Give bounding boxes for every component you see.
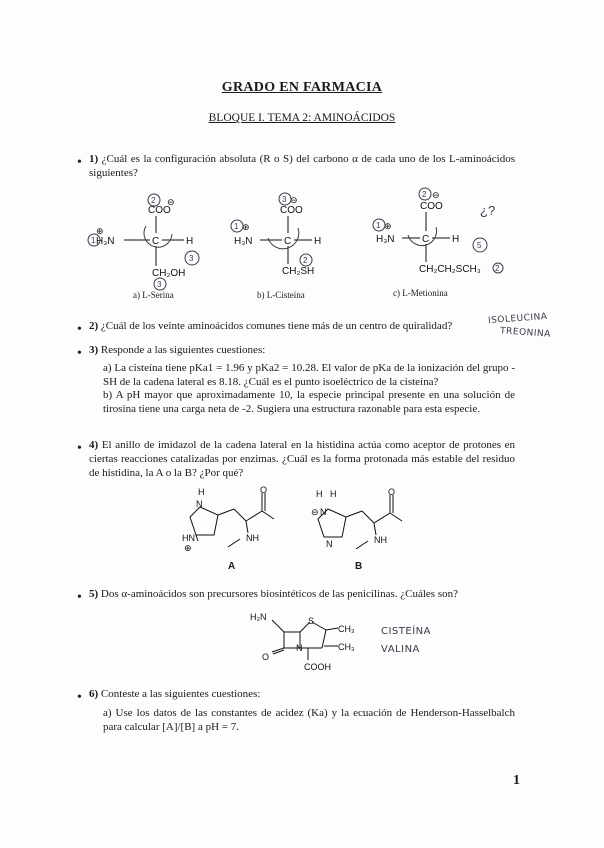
handwritten-answer-valina: VALINA: [381, 644, 420, 655]
svg-text:CH₃: CH₃: [338, 624, 355, 634]
svg-text:2: 2: [303, 256, 308, 265]
caption-cisteina: b) L-Cisteína: [257, 290, 305, 300]
svg-text:H: H: [314, 236, 322, 247]
svg-text:N: N: [326, 539, 333, 549]
question-5: [89, 587, 515, 601]
ch2oh-label: CH₂OH: [152, 268, 186, 279]
question-text: ¿Cuál es la configuración absoluta (R o S) del carbono α de cada uno de los L-aminoácidos siguientes?: [89, 153, 516, 179]
question-text: Responde a las siguientes cuestiones:: [100, 344, 266, 356]
svg-text:O: O: [388, 487, 396, 497]
svg-text:H₃N: H₃N: [376, 234, 395, 245]
bullet-icon: •: [77, 322, 82, 337]
handwritten-answer-cisteina: CISTEÍNA: [381, 626, 431, 637]
handwritten-answer-1: ISOLEUCINA: [487, 311, 548, 327]
svg-text:CH₂SH: CH₂SH: [282, 266, 315, 277]
svg-text:⊕: ⊕: [184, 543, 192, 553]
question-number: 6): [89, 688, 99, 700]
svg-text:NH: NH: [246, 533, 259, 543]
question-3-part-a: a) La cisteína tiene pKa1 = 1.96 y pKa2 = 10.28. El valor de pKa de la ionización del grupo -SH de la cadena lateral es 8.18. ¿Cuál es el punto isoeléctrico de la cisteína?: [103, 362, 515, 388]
svg-text:H: H: [316, 489, 323, 499]
page-subtitle: BLOQUE I. TEMA 2: AMINOÁCIDOS: [208, 112, 396, 124]
question-4: [89, 438, 515, 480]
question-2: [89, 319, 489, 333]
svg-text:H: H: [198, 487, 205, 497]
svg-text:COO: COO: [420, 201, 443, 212]
svg-text:NH: NH: [374, 535, 387, 545]
question-6: [89, 687, 515, 701]
svg-text:3: 3: [282, 195, 287, 204]
svg-text:H₃N: H₃N: [234, 236, 253, 247]
bullet-icon: •: [77, 441, 82, 456]
page-number: 1: [513, 773, 520, 788]
svg-text:⊖: ⊖: [432, 190, 440, 200]
svg-text:5: 5: [477, 241, 482, 250]
svg-text:N: N: [320, 507, 327, 517]
svg-text:N: N: [296, 643, 303, 653]
rank-3: 3: [189, 254, 194, 263]
question-number: 2): [89, 320, 99, 332]
h3n-label: H₃N: [96, 236, 115, 247]
svg-text:CH₃: CH₃: [338, 642, 355, 652]
coo-label: COO: [148, 205, 171, 216]
svg-text:H: H: [452, 234, 460, 245]
bullet-icon: •: [77, 590, 82, 605]
svg-text:2: 2: [495, 264, 500, 273]
caption-metionina: c) L-Metionina: [393, 288, 448, 298]
serine-structure: [88, 188, 228, 288]
svg-text:⊕: ⊕: [242, 222, 250, 232]
label-b: B: [355, 561, 363, 572]
bullet-icon: •: [77, 690, 82, 705]
svg-text:C: C: [284, 236, 292, 247]
question-number: 4): [89, 439, 99, 451]
question-number: 3): [89, 344, 99, 356]
question-3: [89, 343, 515, 357]
histidine-form-b: [308, 485, 418, 565]
page-title: GRADO EN FARMACIA: [221, 80, 383, 95]
svg-text:N: N: [196, 499, 203, 509]
question-number: 5): [89, 588, 99, 600]
svg-text:O: O: [260, 485, 268, 495]
rank-3b: 3: [157, 280, 162, 289]
svg-text:COOH: COOH: [304, 662, 331, 672]
svg-text:⊖: ⊖: [167, 197, 175, 207]
svg-text:CH₂CH₂SCH₃: CH₂CH₂SCH₃: [419, 264, 481, 275]
penicillin-core-structure: [248, 608, 368, 670]
svg-text:S: S: [308, 616, 315, 626]
svg-text:⊖: ⊖: [311, 507, 319, 517]
svg-text:H₂N: H₂N: [250, 612, 267, 622]
svg-text:HN: HN: [182, 533, 195, 543]
caption-serina: a) L-Serina: [133, 290, 174, 300]
svg-text:1: 1: [376, 221, 381, 230]
question-text: Dos α-aminoácidos son precursores biosintéticos de las penicilinas. ¿Cuáles son?: [100, 588, 458, 600]
svg-text:C: C: [422, 234, 430, 245]
svg-text:⊕: ⊕: [96, 226, 104, 236]
handwritten-question-marks: ¿?: [480, 203, 496, 218]
c-label: C: [152, 236, 160, 247]
question-3-part-b: b) A pH mayor que aproximadamente 10, la especie principal presente en una solución de tirosina tiene una carga neta de -2. Sugiera una estructura razonable para esta especie.: [103, 389, 515, 415]
svg-text:O: O: [262, 652, 270, 662]
bullet-icon: •: [77, 346, 82, 361]
rank-1: 1: [91, 236, 96, 245]
question-text: El anillo de imidazol de la cadena lateral en la histidina actúa como aceptor de protones en ciertas reacciones catalizadas por enzimas. ¿Cuál es la forma protonada más estable del residuo de histidina, la A o la B? ¿Por qué?: [89, 439, 516, 479]
svg-text:⊖: ⊖: [290, 195, 298, 205]
question-number: 1): [89, 153, 99, 165]
svg-text:H: H: [330, 489, 337, 499]
svg-text:COO: COO: [280, 205, 303, 216]
cysteine-structure: [228, 188, 358, 288]
svg-text:2: 2: [422, 190, 427, 199]
histidine-form-a: [178, 485, 288, 565]
rank-2: 2: [151, 196, 156, 205]
h-label: H: [186, 236, 194, 247]
svg-text:⊕: ⊕: [384, 221, 392, 231]
handwritten-answer-2: TREONINA: [499, 326, 552, 340]
question-6-part-a: a) Use los datos de las constantes de acidez (Ka) y la ecuación de Henderson-Hasselbalch para calcular [A]/[B] a pH = 7.: [103, 707, 515, 733]
methionine-structure: [370, 185, 530, 285]
label-a: A: [228, 561, 236, 572]
question-text: ¿Cuál de los veinte aminoácidos comunes tiene más de un centro de quiralidad?: [100, 320, 453, 332]
question-1: [89, 152, 515, 180]
bullet-icon: •: [77, 155, 82, 170]
svg-text:1: 1: [234, 222, 239, 231]
question-text: Conteste a las siguientes cuestiones:: [100, 688, 261, 700]
